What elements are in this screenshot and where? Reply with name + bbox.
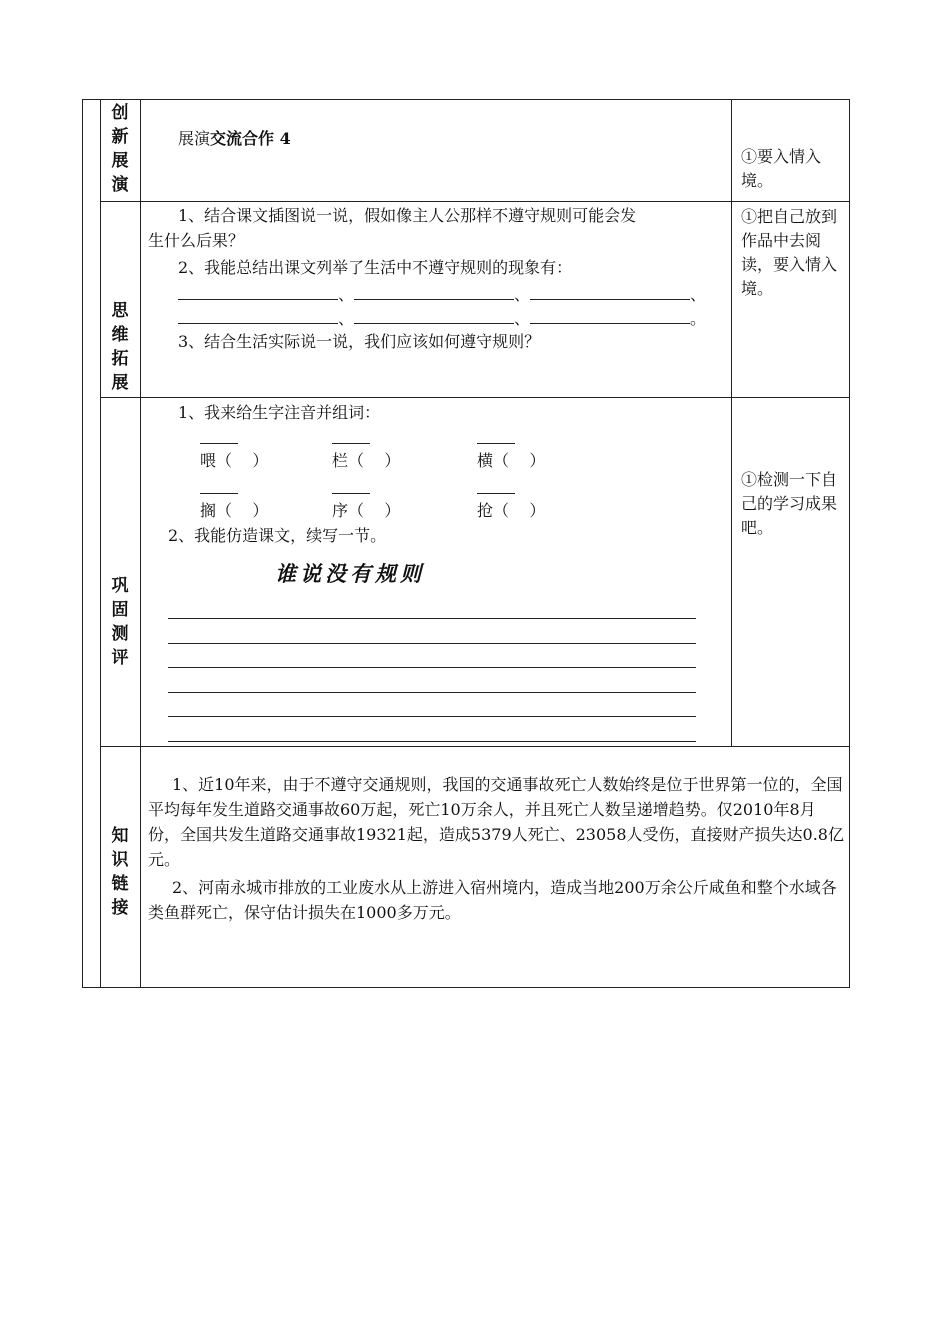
table-border-top — [82, 99, 850, 100]
answer-blank[interactable] — [530, 285, 690, 300]
thinking-blanks-row2 — [178, 307, 706, 331]
pinyin-line — [477, 493, 515, 494]
row-label-knowledge — [108, 824, 132, 920]
writing-line[interactable] — [168, 692, 696, 693]
writing-line[interactable] — [168, 618, 696, 619]
label-char: 接 — [111, 898, 129, 918]
row-label-thinking — [108, 299, 132, 395]
table-border-bottom — [82, 987, 850, 988]
row-label-consolidate — [108, 574, 132, 670]
row-divider-2 — [100, 397, 850, 398]
separator: 、 — [514, 285, 531, 304]
label-char: 测 — [111, 624, 129, 644]
thinking-q1-line1: 1、结合课文插图说一说，假如像主人公那样不遵守规则可能会发 — [178, 206, 637, 225]
thinking-blanks-row1 — [178, 283, 706, 307]
innovate-prefix: 展演 — [178, 129, 211, 148]
thinking-q2: 2、我能总结出课文列举了生活中不遵守规则的现象有： — [178, 258, 573, 277]
label-column-divider — [140, 99, 141, 988]
writing-line[interactable] — [168, 741, 696, 742]
row-divider-1 — [100, 201, 850, 202]
pinyin-item-text: 抢（ ） — [477, 501, 546, 520]
innovate-content — [178, 127, 291, 151]
label-char: 维 — [111, 325, 129, 345]
table-border-right — [849, 99, 850, 988]
pinyin-item-text: 栏（ ） — [332, 451, 401, 470]
label-char: 识 — [111, 850, 129, 870]
consolidate-q2: 2、我能仿造课文，续写一节。 — [168, 526, 387, 545]
separator: 、 — [690, 285, 707, 304]
period: 。 — [690, 309, 707, 328]
answer-blank[interactable] — [354, 309, 514, 324]
label-char: 创 — [111, 103, 129, 123]
label-char: 展 — [111, 373, 129, 393]
label-char: 固 — [111, 600, 129, 620]
pinyin-item[interactable] — [200, 499, 268, 523]
separator: 、 — [338, 285, 355, 304]
label-char: 新 — [111, 127, 129, 147]
label-char: 评 — [111, 648, 129, 668]
pinyin-line — [200, 493, 238, 494]
table-border-inner-left — [100, 99, 101, 988]
poem-title: 谁说没有规则 — [275, 561, 425, 586]
pinyin-item[interactable] — [332, 499, 400, 523]
row-label-innovate — [108, 101, 132, 197]
note-column-divider — [731, 99, 732, 746]
answer-blank[interactable] — [530, 309, 690, 324]
answer-blank[interactable] — [354, 285, 514, 300]
pinyin-item-text: 喂（ ） — [200, 451, 269, 470]
table-border-left — [82, 99, 83, 988]
answer-blank[interactable] — [178, 309, 338, 324]
pinyin-item-text: 序（ ） — [332, 501, 401, 520]
writing-line[interactable] — [168, 667, 696, 668]
pinyin-item-text: 横（ ） — [477, 451, 546, 470]
separator: 、 — [338, 309, 355, 328]
thinking-q3: 3、结合生活实际说一说，我们应该如何遵守规则？ — [178, 332, 541, 351]
pinyin-line — [332, 443, 370, 444]
consolidate-note: ①检测一下自己的学习成果吧。 — [741, 470, 838, 537]
writing-line[interactable] — [168, 716, 696, 717]
pinyin-item[interactable] — [332, 449, 400, 473]
pinyin-line — [332, 493, 370, 494]
thinking-note: ①把自己放到作品中去阅读，要入情入境。 — [741, 207, 838, 298]
pinyin-item-text: 搁（ ） — [200, 501, 269, 520]
pinyin-item[interactable] — [477, 499, 545, 523]
innovate-title: 交流合作 4 — [210, 129, 291, 148]
consolidate-q1: 1、我来给生字注音并组词： — [178, 403, 381, 422]
row-divider-3 — [100, 746, 850, 747]
label-char: 思 — [111, 301, 129, 321]
label-char: 知 — [111, 826, 129, 846]
knowledge-paragraph-1: 1、近10年来，由于不遵守交通规则，我国的交通事故死亡人数始终是位于世界第一位的，全国平均每年发生道路交通事故60万起，死亡10万余人，并且死亡人数呈递增趋势。仅2010年8月份，全国共发生道路交通事故19321起，造成5379人死亡、23058人受伤，直接财产损失达0.8亿元。 — [148, 775, 844, 869]
pinyin-line — [200, 443, 238, 444]
answer-blank[interactable] — [178, 285, 338, 300]
label-char: 演 — [111, 175, 129, 195]
pinyin-item[interactable] — [200, 449, 268, 473]
writing-line[interactable] — [168, 643, 696, 644]
label-char: 拓 — [111, 349, 129, 369]
label-char: 展 — [111, 151, 129, 171]
label-char: 链 — [111, 874, 129, 894]
innovate-note: ①要入情入境。 — [741, 147, 822, 190]
separator: 、 — [514, 309, 531, 328]
label-char: 巩 — [111, 576, 129, 596]
pinyin-item[interactable] — [477, 449, 545, 473]
pinyin-line — [477, 443, 515, 444]
knowledge-paragraph-2: 2、河南永城市排放的工业废水从上游进入宿州境内，造成当地200万余公斤咸鱼和整个水域各类鱼群死亡，保守估计损失在1000多万元。 — [148, 878, 837, 922]
thinking-q1-line2: 生什么后果？ — [148, 231, 245, 250]
